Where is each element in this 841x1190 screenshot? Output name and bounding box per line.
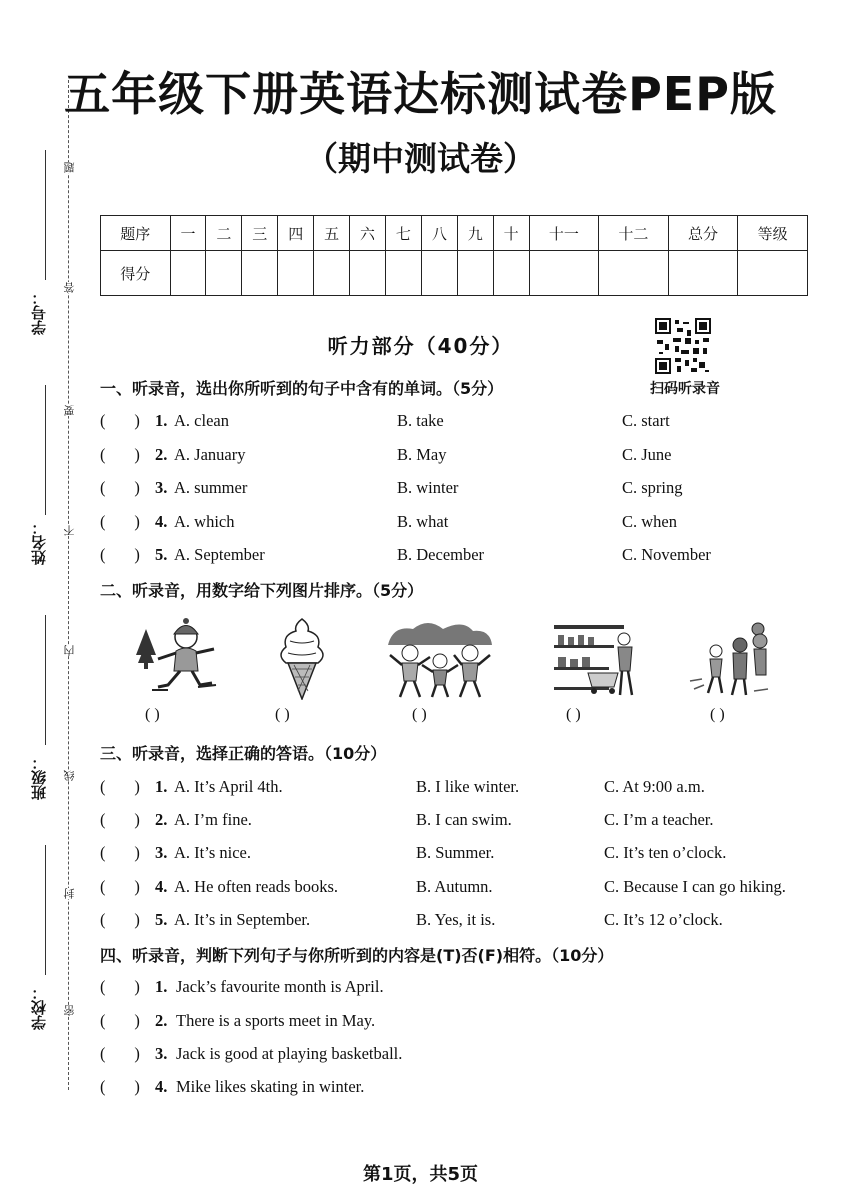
shopping-cart-picture [552,615,637,700]
answer-blank[interactable]: ( ) [100,843,140,862]
listening-section-heading: 听力部分（40分） [327,334,514,358]
question-number: 2. [155,445,168,464]
score-blank[interactable] [242,251,278,296]
margin-char-ti: 题 [63,162,76,173]
binding-dashed-line [68,80,69,1090]
answer-blank[interactable]: ( ) [100,411,140,430]
section2-title: 二、听录音，用数字给下列图片排序。（5分） [100,581,424,600]
question-number: 2. [155,810,168,829]
answer-blank[interactable]: ( ) [100,1044,140,1063]
option-a: A. January [174,445,246,464]
margin-char-feng: 封 [63,888,76,899]
question-number: 5. [155,545,168,564]
option-c: C. when [622,512,677,531]
statement-text: Jack is good at playing basketball. [176,1044,403,1063]
statement-text: Mike likes skating in winter. [176,1077,365,1096]
option-b: B. I like winter. [416,777,520,796]
answer-blank[interactable]: ( ) [100,445,140,464]
school-line[interactable] [45,845,46,975]
option-c: C. I’m a teacher. [604,810,714,829]
option-b: B. winter [397,478,459,497]
exam-subtitle: （期中测试卷） [305,139,536,178]
answer-blank[interactable]: ( ) [100,810,140,829]
score-cell: 五 [314,216,350,251]
score-cell: 题序 [101,216,171,251]
score-cell: 等级 [738,216,808,251]
answer-blank[interactable]: ( ) [100,545,140,564]
section3-title: 三、听录音，选择正确的答语。（10分） [100,744,387,763]
option-c: C. start [622,411,670,430]
score-cell: 十 [493,216,529,251]
question-number: 3. [155,843,168,862]
statement-text: Jack’s favourite month is April. [176,977,384,996]
option-c: C. At 9:00 a.m. [604,777,705,796]
section4-title: 四、听录音，判断下列句子与你所听到的内容是(T)否(F)相符。（10分） [100,946,614,965]
name-line[interactable] [45,385,46,515]
score-cell: 一 [170,216,206,251]
answer-blank[interactable]: ( ) [100,512,140,531]
question-number: 5. [155,910,168,929]
option-a: A. It’s nice. [174,843,251,862]
margin-char-xian: 线 [63,770,76,781]
picture-order-blank[interactable]: ( ) [145,706,160,723]
answer-blank[interactable]: ( ) [100,910,140,929]
score-table-score-row [101,251,808,296]
score-blank[interactable] [529,251,599,296]
question-number: 3. [155,478,168,497]
picture-order-blank[interactable]: ( ) [412,706,427,723]
class-line[interactable] [45,615,46,745]
option-b: B. December [397,545,485,564]
option-a: A. I’m fine. [174,810,252,829]
option-c: C. November [622,545,711,564]
score-blank[interactable] [350,251,386,296]
score-blank[interactable] [421,251,457,296]
score-cell: 四 [278,216,314,251]
option-b: B. May [397,445,447,464]
score-blank[interactable] [493,251,529,296]
school-label: 学校： [30,985,48,1030]
answer-blank[interactable]: ( ) [100,977,140,996]
question-number: 1. [155,411,168,430]
score-cell: 九 [457,216,493,251]
student-number-label: 学号： [30,290,48,335]
option-b: B. Yes, it is. [416,910,496,929]
question-number: 4. [155,877,168,896]
score-blank[interactable] [457,251,493,296]
score-blank[interactable] [668,251,738,296]
option-c: C. spring [622,478,683,497]
option-b: B. I can swim. [416,810,512,829]
score-table [100,215,808,296]
option-a: A. It’s April 4th. [174,777,283,796]
score-row-label: 得分 [101,251,171,296]
score-table-header-row [101,216,808,251]
option-c: C. Because I can go hiking. [604,877,786,896]
score-cell: 七 [385,216,421,251]
class-label: 班级： [30,755,48,800]
score-blank[interactable] [385,251,421,296]
option-c: C. It’s ten o’clock. [604,843,727,862]
score-blank[interactable] [278,251,314,296]
section1-title: 一、听录音，选出你所听到的句子中含有的单词。（5分） [100,379,504,398]
family-exercising-picture [388,615,493,700]
picture-order-blank[interactable]: ( ) [566,706,581,723]
option-b: B. what [397,512,449,531]
score-cell: 三 [242,216,278,251]
question-number: 4. [155,1077,168,1096]
option-a: A. which [174,512,235,531]
picture-order-blank[interactable]: ( ) [275,706,290,723]
ice-cream-picture [272,615,332,700]
answer-blank[interactable]: ( ) [100,1011,140,1030]
halloween-kids-picture [688,615,773,700]
margin-char-da: 答 [63,282,76,293]
score-cell: 十一 [529,216,599,251]
score-cell: 八 [421,216,457,251]
option-b: B. Autumn. [416,877,493,896]
option-a: A. September [174,545,265,564]
exam-title: 五年级下册英语达标测试卷PEP版 [64,67,777,121]
score-cell: 六 [350,216,386,251]
option-c: C. It’s 12 o’clock. [604,910,723,929]
score-cell: 总分 [668,216,738,251]
statement-text: There is a sports meet in May. [176,1011,376,1030]
score-cell: 二 [206,216,242,251]
option-a: A. summer [174,478,248,497]
option-a: A. It’s in September. [174,910,311,929]
question-number: 3. [155,1044,168,1063]
picture-order-blank[interactable]: ( ) [710,706,725,723]
qr-code-label: 扫码听录音 [650,381,720,397]
answer-blank[interactable]: ( ) [100,777,140,796]
score-blank[interactable] [206,251,242,296]
name-label: 姓名： [30,520,48,565]
score-blank[interactable] [170,251,206,296]
option-b: B. Summer. [416,843,495,862]
answer-blank[interactable]: ( ) [100,877,140,896]
margin-char-nei: 内 [63,645,76,656]
answer-blank[interactable]: ( ) [100,1077,140,1096]
answer-blank[interactable]: ( ) [100,478,140,497]
margin-char-mi: 密 [63,1005,76,1016]
margin-char-bu: 不 [63,525,76,536]
question-number: 1. [155,777,168,796]
qr-code-icon[interactable] [655,318,711,374]
option-a: A. He often reads books. [174,877,339,896]
score-cell: 十二 [599,216,669,251]
option-a: A. clean [174,411,229,430]
question-number: 1. [155,977,168,996]
page-number: 第1页，共5页 [362,1164,479,1185]
margin-char-yao: 要 [63,405,76,416]
score-blank[interactable] [599,251,669,296]
skating-child-picture [128,615,223,700]
question-number: 4. [155,512,168,531]
question-number: 2. [155,1011,168,1030]
option-c: C. June [622,445,672,464]
option-b: B. take [397,411,444,430]
score-blank[interactable] [738,251,808,296]
score-blank[interactable] [314,251,350,296]
